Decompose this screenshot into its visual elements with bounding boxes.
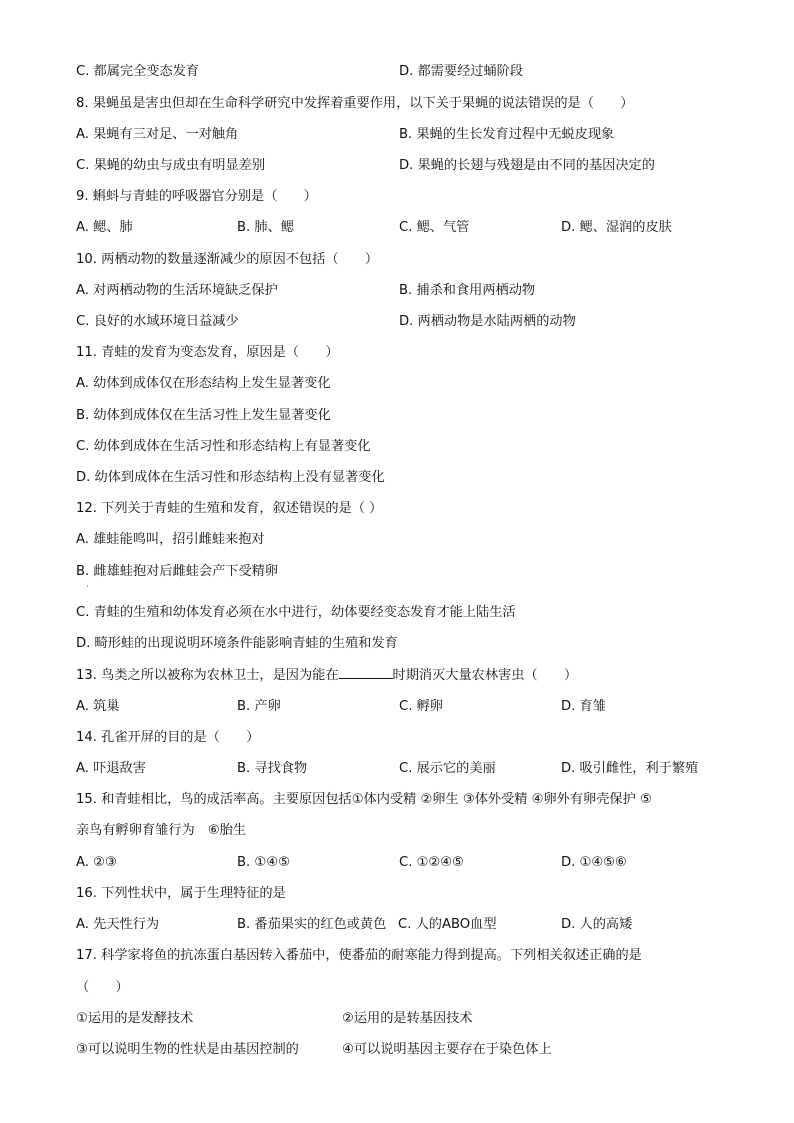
q12-option-c: C. 青蛙的生殖和幼体发育必须在水中进行，幼体要经变态发育才能上陆生活 [76, 605, 516, 620]
q15-option-c: C. ①②④⑤ [399, 855, 464, 870]
q15-stem: 15. 和青蛙相比，鸟的成活率高。主要原因包括①体内受精 ②卵生 ③体外受精 ④卵外有卵壳保护 ⑤ [76, 792, 652, 807]
q12-option-d: D. 畸形蛙的出现说明环境条件能影响青蛙的生殖和发育 [76, 636, 398, 651]
q12-stem: 12. 下列关于青蛙的生殖和发育，叙述错误的是（ ） [76, 501, 383, 516]
q13-option-c: C. 孵卵 [399, 699, 443, 714]
q17-stem-continued: （ ） [76, 980, 129, 995]
q10-option-a: A. 对两栖动物的生活环境缺乏保护 [76, 283, 278, 298]
q12-option-b: B. 雌雄蛙抱对后雌蛙会产下受精卵 [76, 564, 279, 579]
q11-option-d: D. 幼体到成体在生活习性和形态结构上没有显著变化 [76, 470, 385, 485]
q7-option-c: C. 都属完全变态发育 [76, 64, 200, 79]
q17-statement-4: ④可以说明基因主要存在于染色体上 [342, 1042, 552, 1057]
q13-option-d: D. 育雏 [561, 699, 606, 714]
q8-option-b: B. 果蝇的生长发育过程中无蜕皮现象 [399, 127, 615, 142]
q15-option-b: B. ①④⑤ [237, 855, 290, 870]
q16-option-a: A. 先天性行为 [76, 917, 160, 932]
q14-option-b: B. 寻找食物 [237, 761, 308, 776]
q15-option-d: D. ①④⑤⑥ [561, 855, 627, 870]
q12-option-a: A. 雄蛙能鸣叫，招引雌蛙来抱对 [76, 532, 265, 547]
q10-option-c: C. 良好的水域环境日益减少 [76, 314, 239, 329]
q17-statement-2: ②运用的是转基因技术 [342, 1011, 473, 1026]
q16-option-d: D. 人的高矮 [561, 917, 633, 932]
q16-stem: 16. 下列性状中，属于生理特征的是 [76, 886, 286, 901]
q10-stem: 10. 两栖动物的数量逐渐减少的原因不包括（ ） [76, 252, 379, 267]
q17-stem: 17. 科学家将鱼的抗冻蛋白基因转入番茄中，使番茄的耐寒能力得到提高。下列相关叙述正确的是 [76, 948, 642, 963]
q11-stem: 11. 青蛙的发育为变态发育，原因是（ ） [76, 345, 339, 360]
stray-dot-mark: · [86, 582, 89, 591]
q11-option-a: A. 幼体到成体仅在形态结构上发生显著变化 [76, 376, 331, 391]
q16-option-b: B. 番茄果实的红色或黄色 [237, 917, 387, 932]
q15-option-a: A. ②③ [76, 855, 117, 870]
q13-fill-blank [339, 666, 393, 679]
q15-stem-continued: 亲鸟有孵卵育雏行为 ⑥胎生 [76, 823, 247, 838]
q14-option-a: A. 吓退敌害 [76, 761, 146, 776]
q9-stem: 9. 蝌蚪与青蛙的呼吸器官分别是（ ） [76, 189, 317, 204]
q7-option-d: D. 都需要经过蛹阶段 [399, 64, 524, 79]
q9-option-b: B. 肺、鳃 [237, 220, 294, 235]
q11-option-c: C. 幼体到成体在生活习性和形态结构上有显著变化 [76, 439, 371, 454]
q17-statement-3: ③可以说明生物的性状是由基因控制的 [76, 1042, 299, 1057]
q9-option-c: C. 鳃、气管 [399, 220, 470, 235]
q9-option-a: A. 鳃、肺 [76, 220, 133, 235]
q8-option-d: D. 果蝇的长翅与残翅是由不同的基因决定的 [399, 158, 655, 173]
q14-stem: 14. 孔雀开屏的目的是（ ） [76, 730, 260, 745]
q14-option-c: C. 展示它的美丽 [399, 761, 496, 776]
q8-option-a: A. 果蝇有三对足、一对触角 [76, 127, 239, 142]
q10-option-d: D. 两栖动物是水陆两栖的动物 [399, 314, 576, 329]
q8-option-c: C. 果蝇的幼虫与成虫有明显差别 [76, 158, 266, 173]
q13-stem-before: 13. 鸟类之所以被称为农林卫士，是因为能在 [76, 668, 339, 683]
q14-option-d: D. 吸引雌性，利于繁殖 [561, 761, 699, 776]
q8-stem: 8. 果蝇虽是害虫但却在生命科学研究中发挥着重要作用，以下关于果蝇的说法错误的是（ ） [76, 96, 634, 111]
q16-option-c: C. 人的ABO血型 [398, 917, 497, 932]
q13-stem [76, 666, 577, 685]
q17-statement-1: ①运用的是发酵技术 [76, 1011, 194, 1026]
q13-option-a: A. 筑巢 [76, 699, 120, 714]
q11-option-b: B. 幼体到成体仅在生活习性上发生显著变化 [76, 408, 331, 423]
q13-option-b: B. 产卵 [237, 699, 281, 714]
q9-option-d: D. 鳃、湿润的皮肤 [561, 220, 672, 235]
q10-option-b: B. 捕杀和食用两栖动物 [399, 283, 536, 298]
q13-stem-after: 时期消灭大量农林害虫（ ） [392, 668, 578, 683]
